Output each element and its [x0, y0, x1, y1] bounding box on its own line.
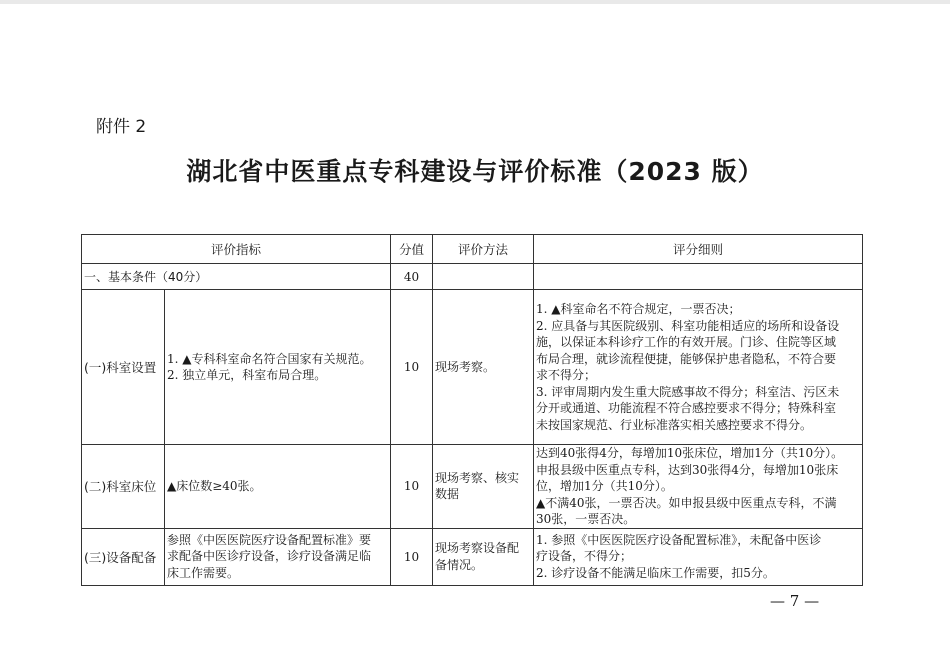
scan-edge	[0, 0, 950, 4]
row-method	[433, 290, 534, 445]
detail-line: 30张，一票否决。	[536, 512, 636, 526]
page-title: 湖北省中医重点专科建设与评价标准（2023 版）	[186, 157, 764, 186]
detail-line: 疗设备，不得分；	[536, 549, 633, 564]
detail-line: 位，增加1分（共10分）。	[536, 479, 673, 493]
detail-line: 3. 评审周期内发生重大院感事故不得分；科室洁、污区未	[536, 384, 840, 399]
section-score: 40	[391, 264, 433, 290]
attachment-label: 附件 2	[96, 117, 147, 137]
section-details-empty	[534, 264, 863, 290]
section-row	[82, 264, 863, 290]
table-header-row	[82, 235, 863, 264]
detail-line: 2. 诊疗设备不能满足临床工作需要，扣5分。	[536, 565, 775, 580]
row-details	[534, 445, 863, 529]
detail-line: 1. 参照《中医医院医疗设备配置标准》，未配备中医诊	[536, 532, 822, 547]
detail-line: ▲不满40张，一票否决。如申报县级中医重点专科，不满	[536, 495, 837, 510]
detail-line: 求不得分；	[536, 368, 597, 382]
evaluation-table	[81, 234, 863, 586]
row-name: (三)设备配备	[82, 528, 165, 585]
section-method-empty	[433, 264, 534, 290]
header-method: 评价方法	[433, 235, 534, 264]
requirement-line: 1. ▲专科科室命名符合国家有关规范。	[167, 351, 372, 366]
section-label: 一、基本条件（40分）	[82, 264, 391, 290]
detail-line: 2. 应具备与其医院级别、科室功能相适应的场所和设备设	[536, 318, 840, 333]
table-row	[82, 290, 863, 445]
row-score: 10	[391, 445, 433, 529]
requirement-line: 参照《中医医院医疗设备配置标准》要	[167, 532, 372, 547]
detail-line: 1. ▲科室命名不符合规定，一票否决；	[536, 302, 741, 316]
row-score: 10	[391, 290, 433, 445]
row-details	[534, 290, 863, 445]
requirement-line: 求配备中医诊疗设备，诊疗设备满足临	[167, 549, 372, 564]
page-number: — 7 —	[770, 592, 820, 610]
method-line: 现场考察。	[435, 359, 496, 374]
row-details	[534, 528, 863, 585]
detail-line: 布局合理，就诊流程便捷，能够保护患者隐私，不符合要	[536, 351, 837, 366]
table-row	[82, 445, 863, 529]
method-line: 备情况。	[435, 557, 484, 572]
method-line: 现场考察设备配	[435, 541, 520, 555]
row-name: (一)科室设置	[82, 290, 165, 445]
row-requirement	[165, 528, 391, 585]
row-requirement	[165, 290, 391, 445]
requirement-line: ▲床位数≥40张。	[167, 479, 262, 493]
header-indicator: 评价指标	[82, 235, 391, 264]
row-name: (二)科室床位	[82, 445, 165, 529]
method-line: 数据	[435, 487, 460, 502]
detail-line: 未按国家规范、行业标准落实相关感控要求不得分。	[536, 417, 813, 432]
requirement-line: 2. 独立单元，科室布局合理。	[167, 368, 327, 382]
header-details: 评分细则	[534, 235, 863, 264]
detail-line: 分开或通道、功能流程不符合感控要求不得分；特殊科室	[536, 401, 837, 415]
detail-line: 达到40张得4分，每增加10张床位，增加1分（共10分）。	[536, 446, 844, 460]
requirement-line: 床工作需要。	[167, 565, 240, 580]
row-method	[433, 445, 534, 529]
row-method	[433, 528, 534, 585]
detail-line: 施，以保证本科诊疗工作的有效开展。门诊、住院等区域	[536, 335, 837, 349]
table-row	[82, 528, 863, 585]
detail-line: 申报县级中医重点专科，达到30张得4分，每增加10张床	[536, 462, 839, 477]
row-requirement	[165, 445, 391, 529]
header-score: 分值	[391, 235, 433, 264]
row-score: 10	[391, 528, 433, 585]
method-line: 现场考察、核实	[435, 470, 520, 485]
